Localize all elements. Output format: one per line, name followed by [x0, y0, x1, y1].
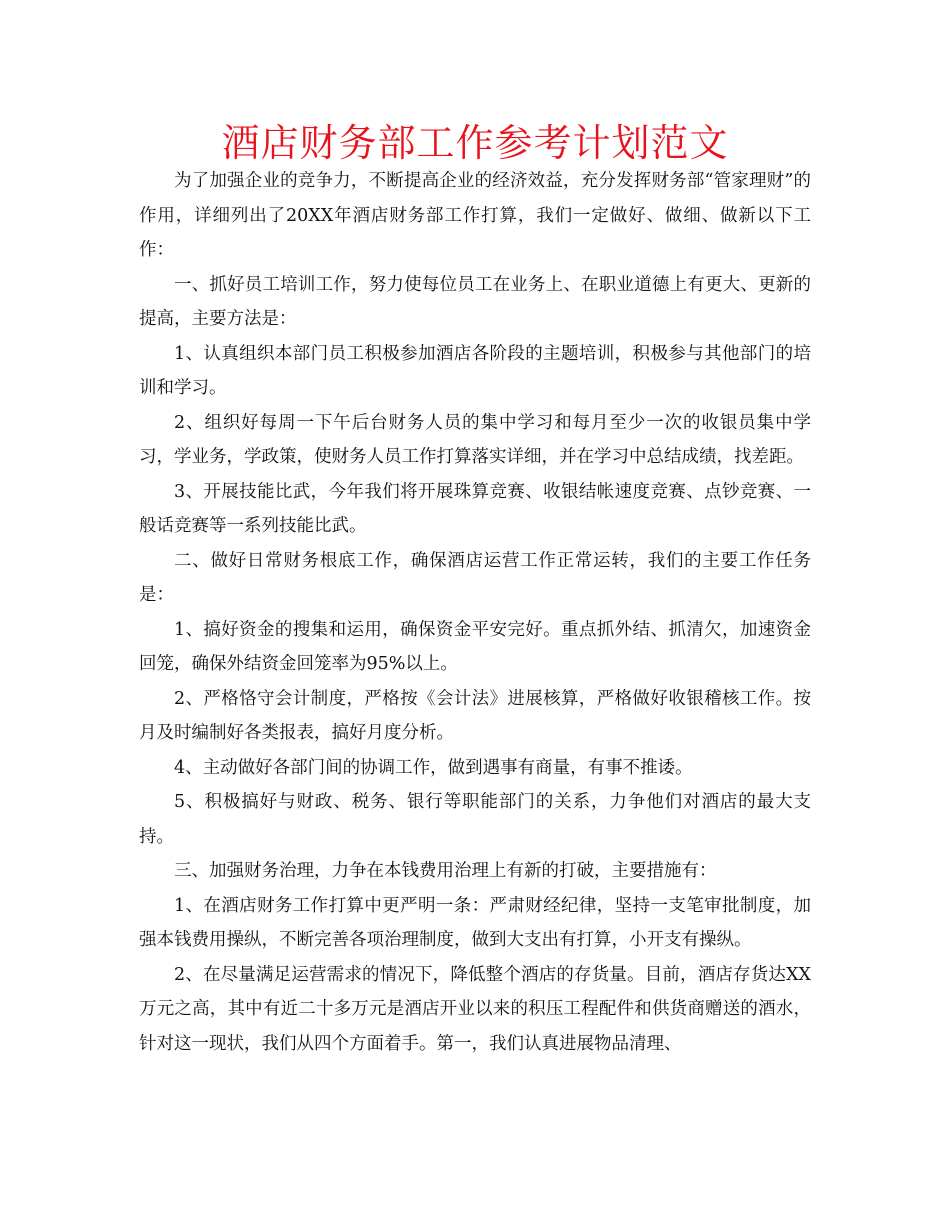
paragraph-section-3-item-1: 1、在酒店财务工作打算中更严明一条：严肃财经纪律，坚持一支笔审批制度，加强本钱费用操纵，不断完善各项治理制度，做到大支出有打算，小开支有操纵。 [139, 895, 811, 950]
paragraph-section-1-item-3: 3、开展技能比武，今年我们将开展珠算竞赛、收银结帐速度竞赛、点钞竞赛、一般话竞赛等一系列技能比武。 [139, 481, 811, 536]
paragraph-section-1-item-1: 1、认真组织本部门员工积极参加酒店各阶段的主题培训，积极参与其他部门的培训和学习。 [139, 343, 811, 398]
document-title: 酒店财务部工作参考计划范文 [221, 121, 729, 165]
paragraph-section-1-item-2: 2、组织好每周一下午后台财务人员的集中学习和每月至少一次的收银员集中学习，学业务，学政策，使财务人员工作打算落实详细，并在学习中总结成绩，找差距。 [139, 412, 811, 467]
paragraph-intro: 为了加强企业的竞争力，不断提高企业的经济效益，充分发挥财务部“管家理财”的作用，详细列出了20XX年酒店财务部工作打算，我们一定做好、做细、做新以下工作： [139, 171, 811, 260]
paragraph-section-3-heading: 三、加强财务治理，力争在本钱费用治理上有新的打破，主要措施有： [174, 861, 717, 881]
paragraph-section-1-heading: 一、抓好员工培训工作，努力使每位员工在业务上、在职业道德上有更大、更新的提高，主要方法是： [139, 274, 811, 329]
document-body [139, 164, 811, 1061]
paragraph-section-2-item-2: 2、严格恪守会计制度，严格按《会计法》进展核算，严格做好收银稽核工作。按月及时编制好各类报表，搞好月度分析。 [139, 688, 811, 743]
paragraph-section-2-item-5: 5、积极搞好与财政、税务、银行等职能部门的关系，力争他们对酒店的最大支持。 [139, 792, 811, 847]
paragraph-section-2-heading: 二、做好日常财务根底工作，确保酒店运营工作正常运转，我们的主要工作任务是： [139, 550, 811, 605]
paragraph-section-2-item-4: 4、主动做好各部门间的协调工作，做到遇事有商量，有事不推诿。 [174, 757, 693, 778]
paragraph-section-2-item-1: 1、搞好资金的搜集和运用，确保资金平安完好。重点抓外结、抓清欠，加速资金回笼，确保外结资金回笼率为95%以上。 [139, 619, 811, 674]
paragraph-section-3-item-2: 2、在尽量满足运营需求的情况下，降低整个酒店的存货量。目前，酒店存货达XX万元之高，其中有近二十多万元是酒店开业以来的积压工程配件和供货商赠送的酒水，针对这一现状，我们从四个方面着手。第一，我们认真进展物品清理、 [139, 964, 811, 1054]
